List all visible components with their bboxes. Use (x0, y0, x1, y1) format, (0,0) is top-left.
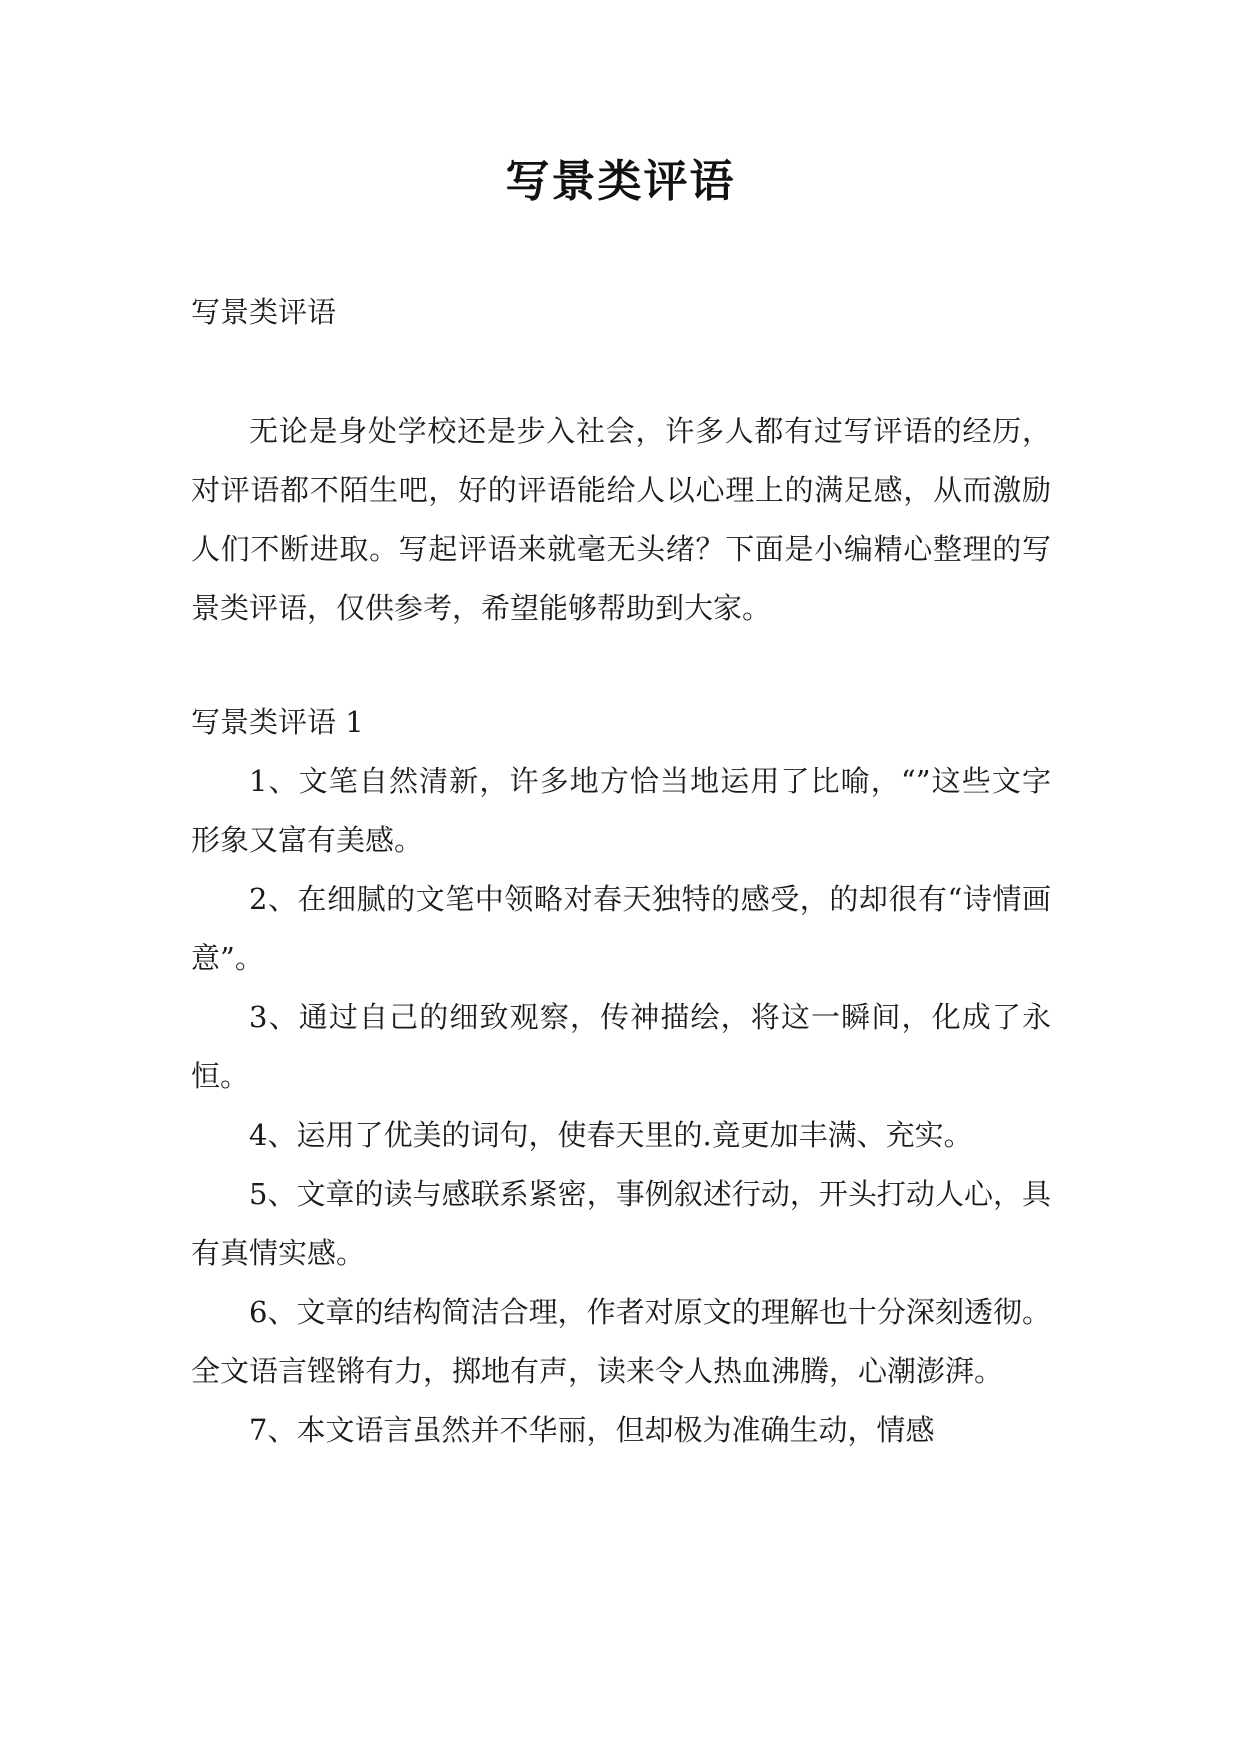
comment-item-7: 7、本文语言虽然并不华丽，但却极为准确生动，情感 (249, 1413, 935, 1447)
comment-item-4: 4、运用了优美的词句，使春天里的.竟更加丰满、充实。 (249, 1118, 973, 1152)
section-heading: 写景类评语 1 (191, 705, 364, 739)
document-body (191, 283, 1051, 1460)
document-title: 写景类评语 (505, 156, 736, 207)
comment-item-2: 2、在细腻的文笔中领略对春天独特的感受，的却很有“诗情画意”。 (191, 882, 1051, 975)
comment-item-1: 1、文笔自然清新，许多地方恰当地运用了比喻，“”这些文字形象又富有美感。 (191, 764, 1051, 857)
comment-item-3: 3、通过自己的细致观察，传神描绘，将这一瞬间，化成了永恒。 (191, 1000, 1051, 1093)
spacer (191, 342, 1051, 402)
comment-item-5: 5、文章的读与感联系紧密，事例叙述行动，开头打动人心，具有真情实感。 (191, 1177, 1051, 1270)
document-subtitle: 写景类评语 (191, 295, 337, 329)
spacer (191, 638, 1051, 693)
intro-paragraph: 无论是身处学校还是步入社会，许多人都有过写评语的经历，对评语都不陌生吧，好的评语能给人以心理上的满足感，从而激励人们不断进取。写起评语来就毫无头绪？下面是小编精心整理的写景类评语，仅供参考，希望能够帮助到大家。 (191, 414, 1051, 625)
comment-item-6: 6、文章的结构简洁合理，作者对原文的理解也十分深刻透彻。全文语言铿锵有力，掷地有声，读来令人热血沸腾，心潮澎湃。 (191, 1295, 1051, 1388)
